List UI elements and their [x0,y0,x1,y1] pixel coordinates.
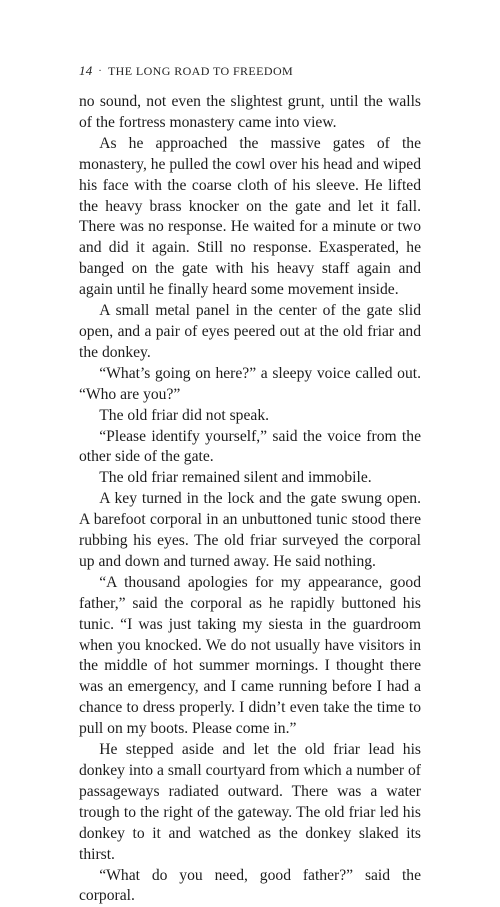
running-head [79,63,293,79]
paragraph: A small metal panel in the center of the gate slid open, and a pair of eyes peered out at the old friar and the donkey. [79,302,421,361]
paragraph: The old friar did not speak. [99,406,270,424]
paragraph: “What’s going on here?” a sleepy voice called out. “Who are you?” [79,364,421,403]
paragraph: “Please identify yourself,” said the voice from the other side of the gate. [79,427,421,466]
paragraph: A key turned in the lock and the gate swung open. A barefoot corporal in an unbuttoned tunic stood there rubbing his eyes. The old friar surveyed the corporal up and down and turned away. He said nothing. [79,490,421,570]
page-number: 14 [79,63,93,78]
body-text [79,92,421,907]
paragraph: He stepped aside and let the old friar lead his donkey into a small courtyard from which a number of passageways radiated outward. There was a water trough to the right of the gateway. The old friar led his donkey to it and watched as the donkey slaked its thirst. [79,741,421,863]
paragraph: “A thousand apologies for my appearance, good father,” said the corporal as he rapidly buttoned his tunic. “I was just taking my siesta in the guardroom when you knocked. We do not usually have visitors in the middle of hot summer mornings. I thought there was an emergency, and I came running before I had a chance to dress properly. I didn’t even take the time to pull on my boots. Please come in.” [79,573,421,738]
paragraph: “What do you need, good father?” said the corporal. [79,866,421,905]
book-title: THE LONG ROAD TO FREEDOM [107,64,294,78]
paragraph: no sound, not even the slightest grunt, until the walls of the fortress monastery came into view. [79,93,421,131]
paragraph: As he approached the massive gates of the monastery, he pulled the cowl over his head and wiped his face with the coarse cloth of his sleeve. He lifted the heavy brass knocker on the gate and let it fall. There was no response. He waited for a minute or two and did it again. Still no response. Exasperated, he banged on the gate with his heavy staff again and again until he finally heard some movement inside. [79,134,421,299]
paragraph: The old friar remained silent and immobile. [99,469,372,487]
running-head-separator: · [98,66,102,77]
